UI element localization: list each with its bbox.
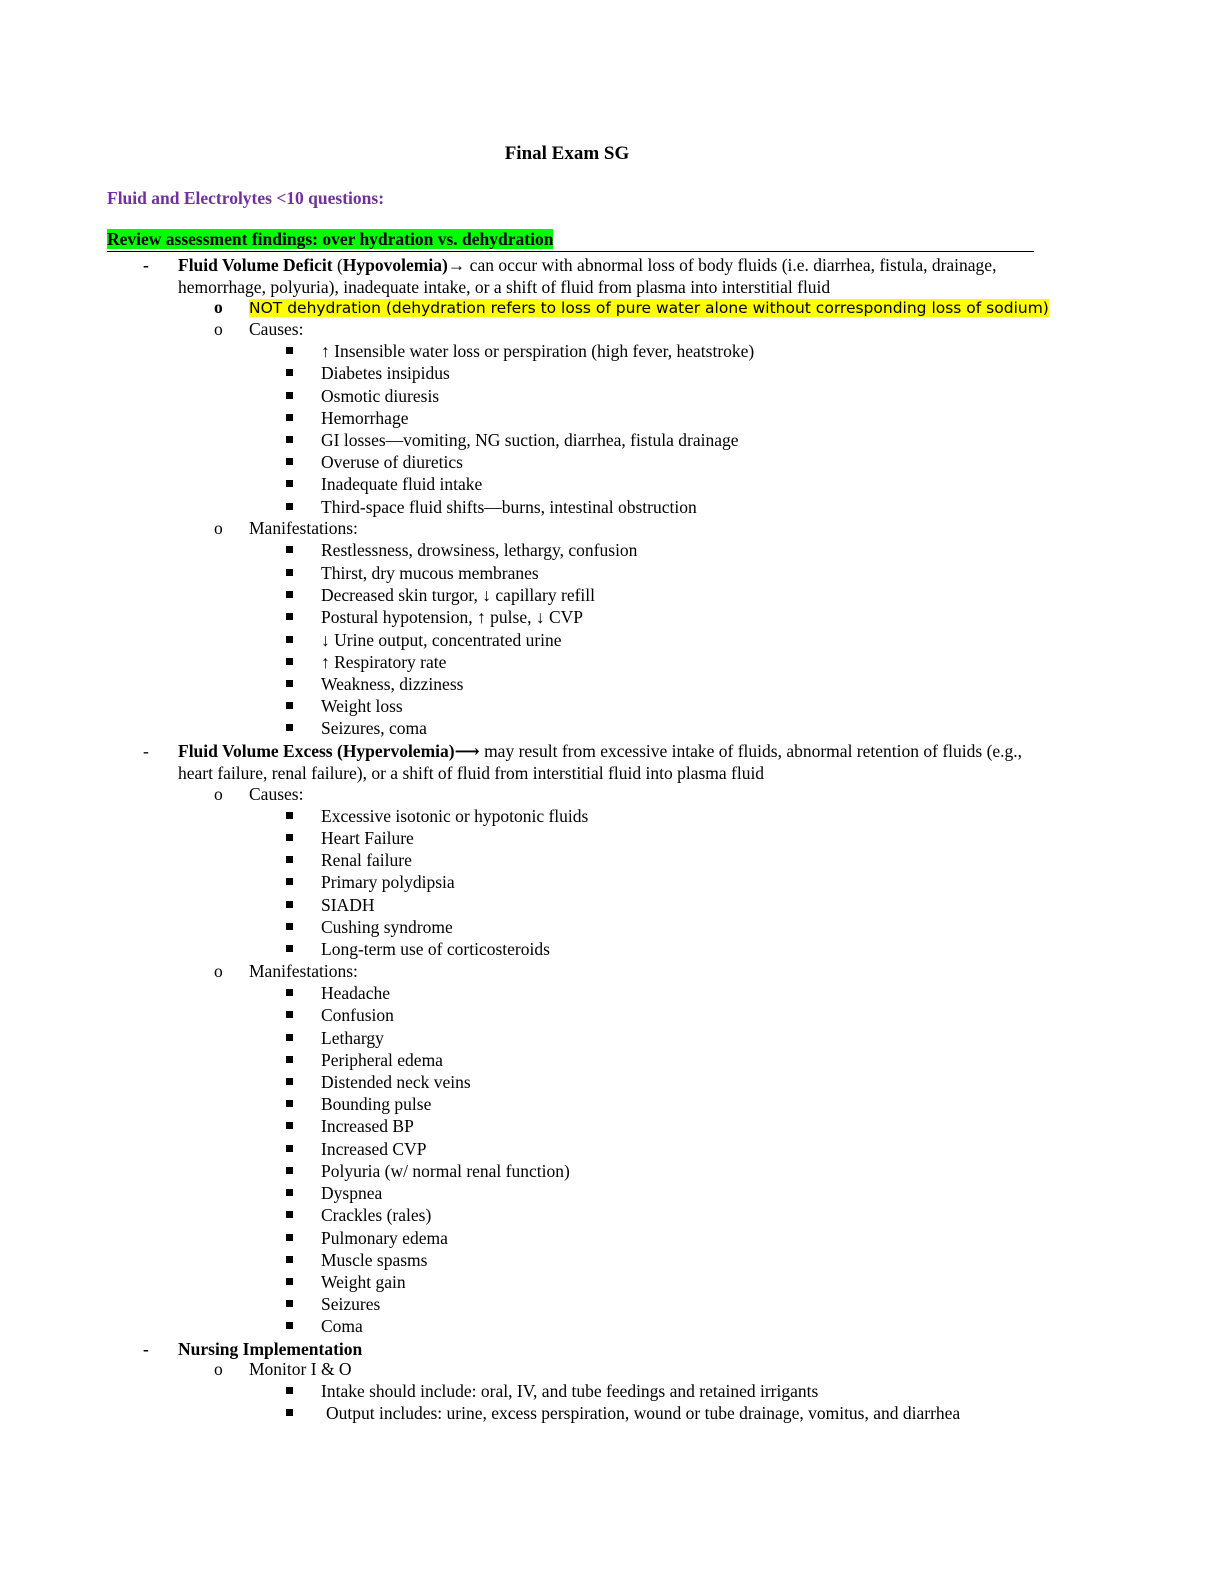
list-item: Long-term use of corticosteroids xyxy=(321,939,550,959)
sub-bullet: o xyxy=(214,1359,223,1379)
sub-bullet: o xyxy=(214,784,223,804)
list-item: Third-space fluid shifts—burns, intestinal obstruction xyxy=(321,497,697,517)
square-bullet-icon xyxy=(286,856,293,863)
arrow-icon: → xyxy=(447,255,466,275)
square-bullet-icon xyxy=(286,436,293,443)
list-item: Osmotic diuresis xyxy=(321,386,440,406)
bullet-dash: - xyxy=(143,255,149,275)
excess-causes-label: Causes: xyxy=(249,784,304,804)
square-bullet-icon xyxy=(286,1145,293,1152)
list-item: Hemorrhage xyxy=(321,408,409,428)
square-bullet-icon xyxy=(286,680,293,687)
square-bullet-icon xyxy=(286,724,293,731)
bullet-dash: - xyxy=(143,741,149,761)
list-item: Inadequate fluid intake xyxy=(321,474,483,494)
list-item: Crackles (rales) xyxy=(321,1205,432,1225)
list-item: Coma xyxy=(321,1316,363,1336)
list-item: Intake should include: oral, IV, and tube feedings and retained irrigants xyxy=(321,1381,819,1401)
square-bullet-icon xyxy=(286,1078,293,1085)
list-item: Increased CVP xyxy=(321,1139,427,1159)
square-bullet-icon xyxy=(286,1034,293,1041)
nursing-heading: Nursing Implementation xyxy=(178,1339,363,1359)
list-item: Peripheral edema xyxy=(321,1050,443,1070)
square-bullet-icon xyxy=(286,347,293,354)
list-item: Primary polydipsia xyxy=(321,872,455,892)
sub-bullet: o xyxy=(214,961,223,981)
list-item: Weight loss xyxy=(321,696,403,716)
list-item: Polyuria (w/ normal renal function) xyxy=(321,1161,570,1181)
list-item: Postural hypotension, ↑ pulse, ↓ CVP xyxy=(321,607,584,627)
square-bullet-icon xyxy=(286,1300,293,1307)
list-item: Decreased skin turgor, ↓ capillary refill xyxy=(321,585,596,605)
square-bullet-icon xyxy=(286,636,293,643)
square-bullet-icon xyxy=(286,369,293,376)
square-bullet-icon xyxy=(286,458,293,465)
sub-bullet: o xyxy=(214,319,223,339)
list-item: Renal failure xyxy=(321,850,412,870)
horizontal-rule xyxy=(107,251,1034,252)
square-bullet-icon xyxy=(286,591,293,598)
square-bullet-icon xyxy=(286,1100,293,1107)
deficit-note-highlight: NOT dehydration (dehydration refers to loss of pure water alone without corresponding loss of sodium) xyxy=(249,299,1049,317)
list-item: Lethargy xyxy=(321,1028,384,1048)
square-bullet-icon xyxy=(286,1387,293,1394)
square-bullet-icon xyxy=(286,658,293,665)
list-item: Restlessness, drowsiness, lethargy, confusion xyxy=(321,540,638,560)
list-item: Seizures, coma xyxy=(321,718,427,738)
list-item: Output includes: urine, excess perspiration, wound or tube drainage, vomitus, and diarrhea xyxy=(326,1403,961,1423)
list-item: Weight gain xyxy=(321,1272,406,1292)
arrow-icon: ⟶ xyxy=(454,741,480,761)
list-item: Diabetes insipidus xyxy=(321,363,450,383)
sub-bullet: o xyxy=(214,297,223,317)
deficit-paren-term: Hypovolemia xyxy=(342,255,442,275)
review-heading: Review assessment findings: over hydration vs. dehydration xyxy=(107,229,554,249)
excess-line-1 xyxy=(178,740,1022,762)
list-item: Excessive isotonic or hypotonic fluids xyxy=(321,806,589,826)
square-bullet-icon xyxy=(286,1167,293,1174)
list-item: Thirst, dry mucous membranes xyxy=(321,563,539,583)
bullet-dash: - xyxy=(143,1339,149,1359)
excess-term: Fluid Volume Excess (Hypervolemia) xyxy=(178,741,455,761)
list-item: Overuse of diuretics xyxy=(321,452,463,472)
deficit-desc-2: hemorrhage, polyuria), inadequate intake, or a shift of fluid from plasma into interstitial fluid xyxy=(178,277,831,297)
square-bullet-icon xyxy=(286,1011,293,1018)
square-bullet-icon xyxy=(286,1211,293,1218)
excess-desc-2: heart failure, renal failure), or a shift of fluid from interstitial fluid into plasma fluid xyxy=(178,763,765,783)
square-bullet-icon xyxy=(286,1256,293,1263)
square-bullet-icon xyxy=(286,414,293,421)
deficit-paren-open: ( xyxy=(332,255,343,275)
square-bullet-icon xyxy=(286,546,293,553)
page-title: Final Exam SG xyxy=(504,143,630,164)
deficit-manifestations-label: Manifestations: xyxy=(249,518,358,538)
excess-desc-1: may result from excessive intake of fluids, abnormal retention of fluids (e.g., xyxy=(479,741,1023,761)
deficit-desc-1: can occur with abnormal loss of body fluids (i.e. diarrhea, fistula, drainage, xyxy=(465,255,997,275)
sub-bullet: o xyxy=(214,518,223,538)
deficit-term: Fluid Volume Deficit xyxy=(178,255,333,275)
deficit-note-line xyxy=(249,296,1049,319)
square-bullet-icon xyxy=(286,1234,293,1241)
square-bullet-icon xyxy=(286,989,293,996)
list-item: Muscle spasms xyxy=(321,1250,428,1270)
list-item: Cushing syndrome xyxy=(321,917,453,937)
excess-manifestations-label: Manifestations: xyxy=(249,961,358,981)
square-bullet-icon xyxy=(286,1278,293,1285)
list-item: Pulmonary edema xyxy=(321,1228,448,1248)
list-item: ↑ Respiratory rate xyxy=(321,652,447,672)
list-item: ↓ Urine output, concentrated urine xyxy=(321,630,562,650)
square-bullet-icon xyxy=(286,812,293,819)
square-bullet-icon xyxy=(286,702,293,709)
deficit-line-1 xyxy=(178,254,996,276)
list-item: GI losses—vomiting, NG suction, diarrhea, fistula drainage xyxy=(321,430,739,450)
square-bullet-icon xyxy=(286,878,293,885)
square-bullet-icon xyxy=(286,1122,293,1129)
square-bullet-icon xyxy=(286,923,293,930)
list-item: SIADH xyxy=(321,895,375,915)
square-bullet-icon xyxy=(286,1189,293,1196)
square-bullet-icon xyxy=(286,503,293,510)
list-item: Distended neck veins xyxy=(321,1072,471,1092)
list-item: Confusion xyxy=(321,1005,394,1025)
list-item: Headache xyxy=(321,983,390,1003)
deficit-paren-close: ) xyxy=(441,255,448,275)
square-bullet-icon xyxy=(286,1056,293,1063)
list-item: Increased BP xyxy=(321,1116,414,1136)
list-item: Weakness, dizziness xyxy=(321,674,464,694)
square-bullet-icon xyxy=(286,945,293,952)
square-bullet-icon xyxy=(286,901,293,908)
list-item: Bounding pulse xyxy=(321,1094,432,1114)
square-bullet-icon xyxy=(286,1409,293,1416)
list-item: Dyspnea xyxy=(321,1183,383,1203)
section-heading: Fluid and Electrolytes <10 questions: xyxy=(107,188,385,208)
list-item: Heart Failure xyxy=(321,828,414,848)
square-bullet-icon xyxy=(286,613,293,620)
list-item: Seizures xyxy=(321,1294,381,1314)
square-bullet-icon xyxy=(286,569,293,576)
monitor-label: Monitor I & O xyxy=(249,1359,352,1379)
list-item: ↑ Insensible water loss or perspiration (high fever, heatstroke) xyxy=(321,341,755,361)
deficit-causes-label: Causes: xyxy=(249,319,304,339)
square-bullet-icon xyxy=(286,392,293,399)
square-bullet-icon xyxy=(286,1322,293,1329)
square-bullet-icon xyxy=(286,480,293,487)
square-bullet-icon xyxy=(286,834,293,841)
